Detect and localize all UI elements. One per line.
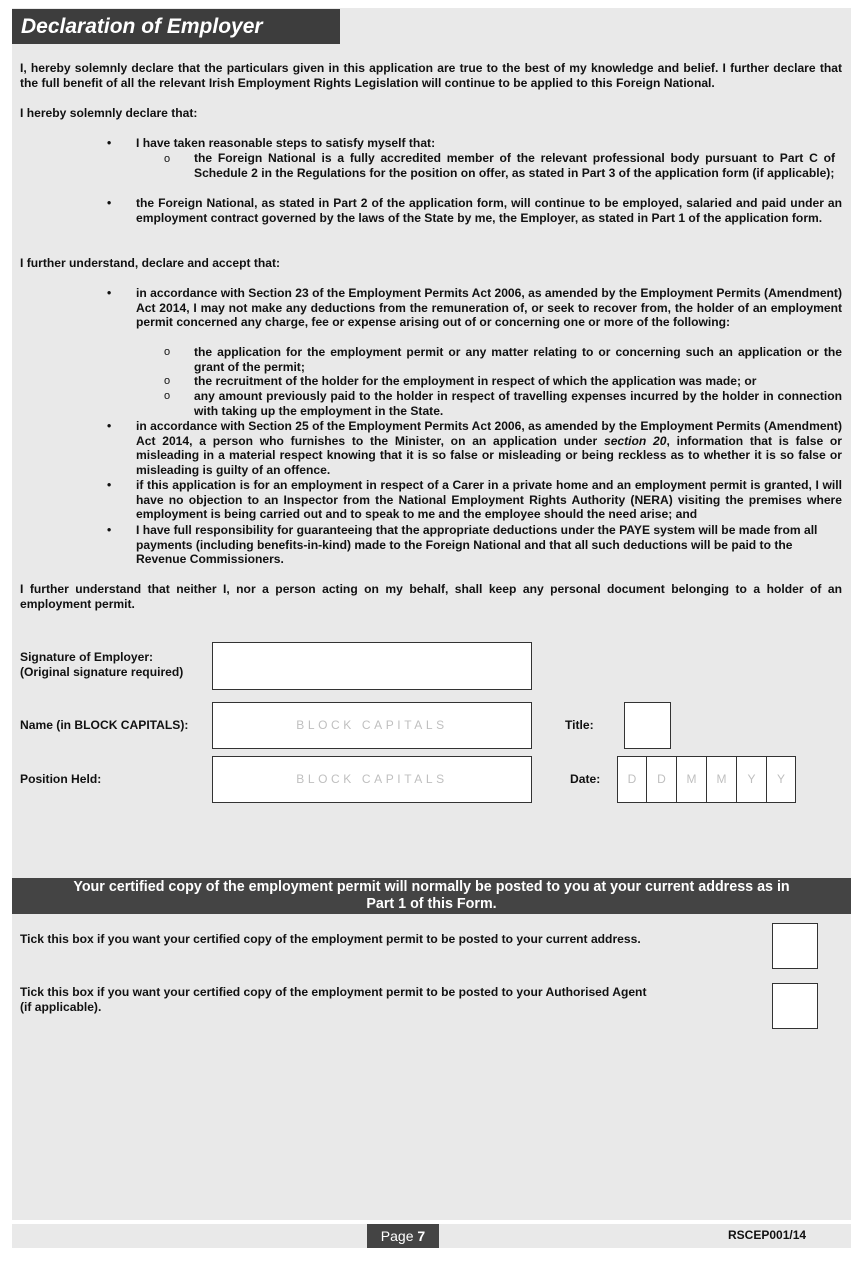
date-year-1[interactable]: Y bbox=[737, 756, 767, 803]
banner-line2: Part 1 of this Form. bbox=[366, 896, 497, 912]
date-month-1[interactable]: M bbox=[677, 756, 707, 803]
s25-text-before: in accordance with Section 25 of the Employment Permits Act 2006, as amended by the Employment Permits (Amendment) Act 2014, a person who furnishes to the Minister, on an application under bbox=[136, 419, 842, 448]
sub-bullet-marker: o bbox=[164, 390, 171, 402]
list-item: the Foreign National, as stated in Part 2 of the application form, will continue to be employed, salaried and paid under an employment contract governed by the laws of the State by me, the Employer, as stated in Part 1 of the application form. bbox=[136, 196, 842, 225]
list-item: in accordance with Section 23 of the Employment Permits Act 2006, as amended by the Employment Permits (Amendment) Act 2014, I may not make any deductions from the remuneration of, or seek to recover from, the holder of an employment permit concerned any charge, fee or expense arising out of or concerning one or more of the following: bbox=[136, 286, 842, 330]
date-day-1[interactable]: D bbox=[617, 756, 647, 803]
signature-field[interactable] bbox=[212, 642, 532, 690]
tick-agent-label-line2: (if applicable). bbox=[20, 1000, 102, 1014]
sub-list-item: any amount previously paid to the holder in respect of travelling expenses incurred by the holder in connection with taking up the employment in the State. bbox=[194, 389, 842, 418]
declaration-paragraph: I, hereby solemnly declare that the particulars given in this application are true to the best of my knowledge and belief. I further declare that the full benefit of all the relevant Irish Employment Rights Legislation will continue to be applied to this Foreign National. bbox=[20, 61, 842, 90]
tick-current-address-label: Tick this box if you want your certified copy of the employment permit to be posted to your current address. bbox=[20, 932, 641, 946]
sub-bullet-marker: o bbox=[164, 153, 171, 165]
date-year-2[interactable]: Y bbox=[767, 756, 796, 803]
signature-label-line1: Signature of Employer: bbox=[20, 650, 154, 664]
form-reference: RSCEP001/14 bbox=[728, 1228, 807, 1242]
page-number-badge bbox=[367, 1224, 439, 1248]
name-label: Name (in BLOCK CAPITALS): bbox=[20, 718, 189, 732]
list-item: I have full responsibility for guaranteeing that the appropriate deductions under the PAYE system will be made from all payments (including benefits-in-kind) made to the Foreign National and that all such deductions will be paid to the Revenue Commissioners. bbox=[136, 523, 818, 567]
bullet-marker: • bbox=[107, 286, 112, 300]
postal-banner bbox=[12, 878, 851, 914]
closing-paragraph: I further understand that neither I, nor a person acting on my behalf, shall keep any personal document belonging to a holder of an employment permit. bbox=[20, 582, 842, 611]
bullet-marker: • bbox=[107, 136, 112, 150]
s25-section-ref: section 20 bbox=[603, 433, 667, 448]
signature-label-line2: (Original signature required) bbox=[20, 665, 184, 679]
section-heading: Declaration of Employer bbox=[12, 9, 340, 44]
list-item: I have taken reasonable steps to satisfy myself that: bbox=[136, 136, 436, 150]
date-month-2[interactable]: M bbox=[707, 756, 737, 803]
sub-list-item: the application for the employment permit or any matter relating to or concerning such an application or the grant of the permit; bbox=[194, 345, 842, 374]
sub-bullet-marker: o bbox=[164, 375, 171, 387]
sub-list-item: the recruitment of the holder for the employment in respect of which the application was made; or bbox=[194, 374, 757, 388]
title-label: Title: bbox=[565, 718, 594, 732]
tick-agent-checkbox[interactable] bbox=[772, 983, 818, 1029]
s25-text-after: , information that is false or misleading in a material respect knowing that it is so false or misleading or being reckless as to whether it is so false or misleading is guilty of an offence. bbox=[136, 433, 842, 477]
date-label: Date: bbox=[570, 772, 601, 786]
page-number: 7 bbox=[417, 1228, 426, 1244]
title-input[interactable] bbox=[624, 702, 671, 749]
list-item: if this application is for an employment in respect of a Carer in a private home and an employment permit is granted, I will have no objection to an Inspector from the National Employment Rights Authority (NERA) visiting the premises where employment is being carried out and to speak to me and the employee should the need arise; and bbox=[136, 478, 842, 522]
banner-line1: Your certified copy of the employment permit will normally be posted to you at your current address as in bbox=[73, 879, 790, 895]
tick-agent-label bbox=[20, 985, 646, 1015]
date-day-2[interactable]: D bbox=[647, 756, 677, 803]
signature-label bbox=[20, 650, 183, 680]
position-input[interactable]: BLOCK CAPITALS bbox=[212, 756, 532, 803]
bullet-marker: • bbox=[107, 523, 112, 537]
name-input[interactable]: BLOCK CAPITALS bbox=[212, 702, 532, 749]
sub-list-item: the Foreign National is a fully accredited member of the relevant professional body pursuant to Part C of Schedule 2 in the Regulations for the position on offer, as stated in Part 3 of the application form (if applicable); bbox=[194, 151, 835, 180]
form-panel bbox=[12, 8, 851, 1220]
position-label: Position Held: bbox=[20, 772, 102, 786]
bullet-marker: • bbox=[107, 196, 112, 210]
bullet-marker: • bbox=[107, 478, 112, 492]
bullet-marker: • bbox=[107, 419, 112, 433]
page-word: Page bbox=[380, 1228, 414, 1244]
tick-agent-label-line1: Tick this box if you want your certified copy of the employment permit to be posted to your Authorised Agent bbox=[20, 985, 647, 999]
accept-intro: I further understand, declare and accept that: bbox=[20, 256, 281, 270]
list-item-section-25 bbox=[136, 419, 842, 477]
declare-intro: I hereby solemnly declare that: bbox=[20, 106, 198, 120]
tick-current-address-checkbox[interactable] bbox=[772, 923, 818, 969]
sub-bullet-marker: o bbox=[164, 346, 171, 358]
